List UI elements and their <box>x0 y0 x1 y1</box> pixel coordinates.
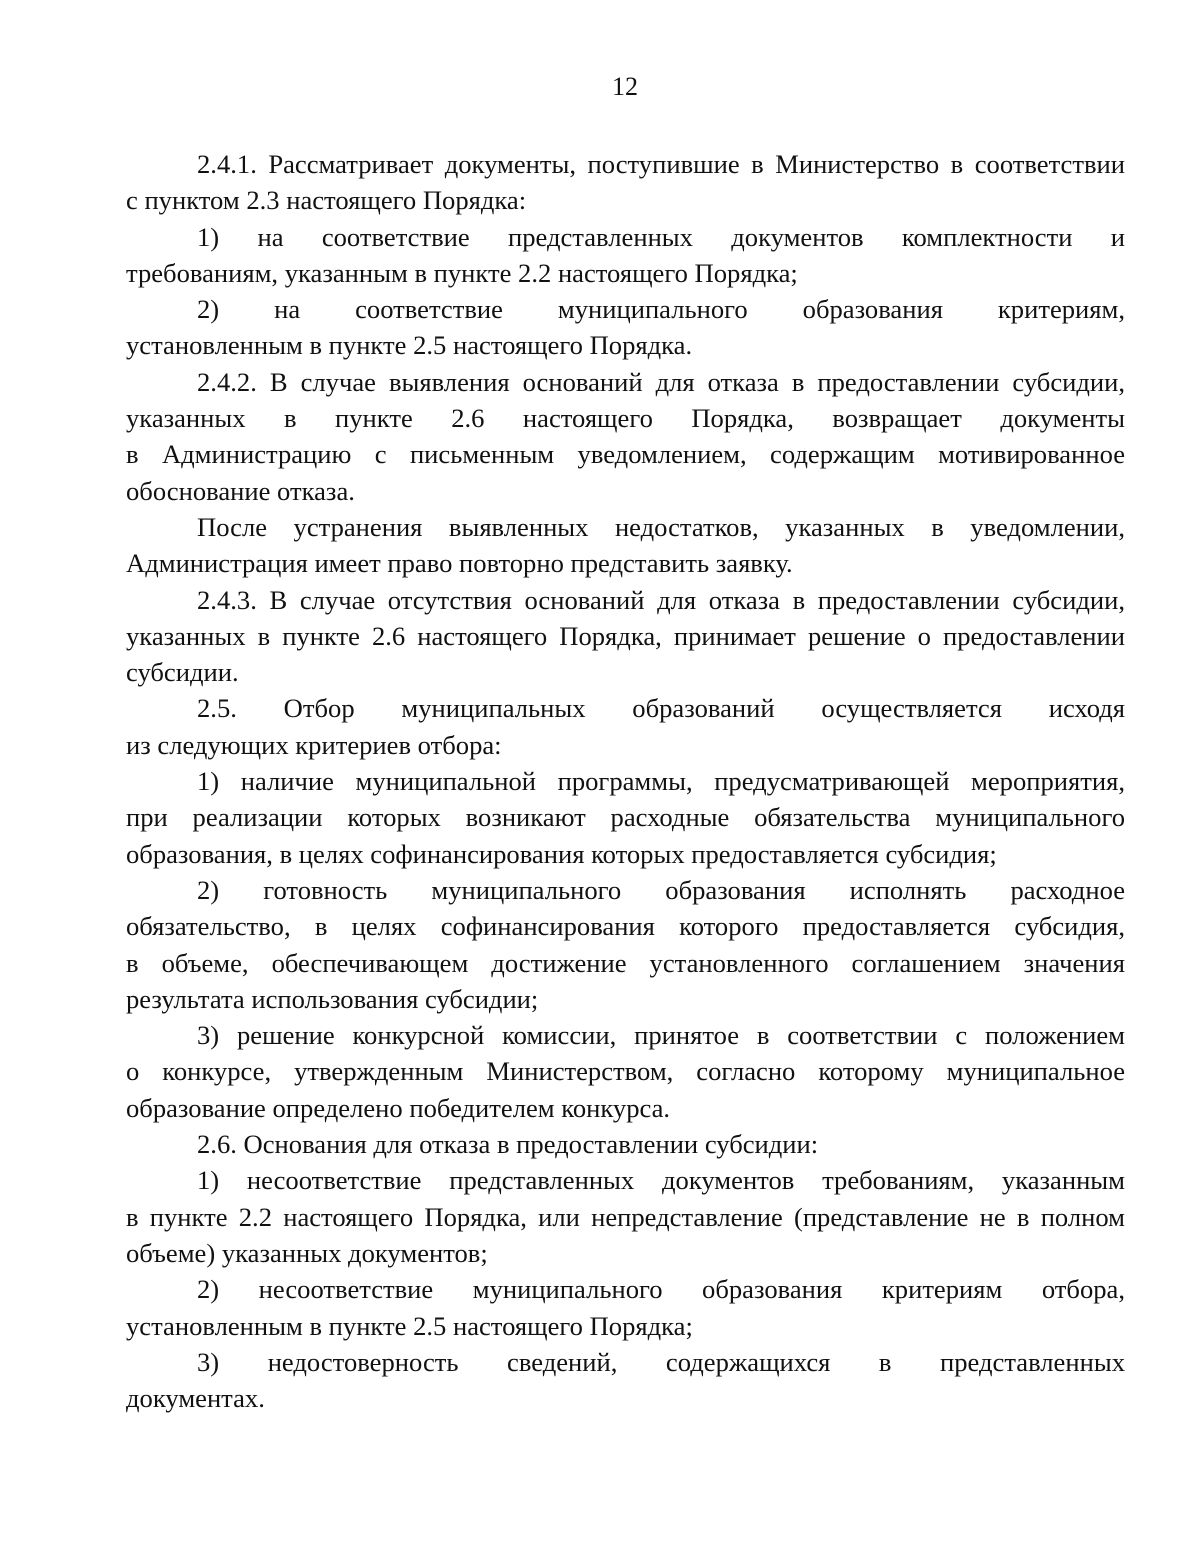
text-line: 2) несоответствие муниципального образования критериям отбора, <box>197 1274 1125 1305</box>
text-line: требованиям, указанным в пункте 2.2 настоящего Порядка; <box>126 257 798 288</box>
document-body <box>126 146 1125 1416</box>
text-line: 2.4.1. Рассматривает документы, поступившие в Министерство в соответствии <box>197 149 1125 179</box>
text-line: при реализации которых возникают расходные обязательства муниципального <box>126 802 1125 833</box>
text-line: 1) на соответствие представленных документов комплектности и <box>197 221 1125 252</box>
text-line: После устранения выявленных недостатков, указанных в уведомлении, <box>197 511 1125 542</box>
paragraph-p-2-6 <box>126 1126 1125 1162</box>
text-line: 2.4.2. В случае выявления оснований для отказа в предоставлении субсидии, <box>197 366 1125 397</box>
text-line: установленным в пункте 2.5 настоящего Порядка. <box>126 330 693 361</box>
text-line: Администрация имеет право повторно представить заявку. <box>126 548 793 579</box>
text-line: объеме) указанных документов; <box>126 1237 488 1268</box>
text-line: в Администрацию с письменным уведомлением, содержащим мотивированное <box>126 439 1125 470</box>
paragraph-p-2-5-item-1 <box>126 763 1125 872</box>
text-line: 2.4.3. В случае отсутствия оснований для отказа в предоставлении субсидии, <box>197 584 1125 615</box>
paragraph-p-2-6-item-2 <box>126 1271 1125 1344</box>
paragraph-p-after-fix <box>126 509 1125 582</box>
text-line: 3) недостоверность сведений, содержащихся в представленных <box>197 1346 1125 1377</box>
paragraph-p-2-4-3 <box>126 582 1125 691</box>
paragraph-p-2-6-item-3 <box>126 1344 1125 1417</box>
paragraph-p-2-5-item-3 <box>126 1017 1125 1126</box>
text-line: результата использования субсидии; <box>126 983 539 1014</box>
paragraph-p-2-4-2 <box>126 364 1125 509</box>
text-line: с пунктом 2.3 настоящего Порядка: <box>126 185 527 216</box>
text-line: 2) готовность муниципального образования исполнять расходное <box>197 874 1125 905</box>
text-line: образование определено победителем конкурса. <box>126 1092 671 1123</box>
text-line: 2.5. Отбор муниципальных образований осуществляется исходя <box>197 693 1125 724</box>
text-line: обязательство, в целях софинансирования которого предоставляется субсидия, <box>126 911 1125 942</box>
text-line: о конкурсе, утвержденным Министерством, согласно которому муниципальное <box>126 1056 1125 1087</box>
text-line: субсидии. <box>126 657 239 688</box>
text-line: в объеме, обеспечивающем достижение установленного соглашением значения <box>126 947 1125 978</box>
text-line: обоснование отказа. <box>126 475 355 506</box>
text-line: документах. <box>126 1383 265 1414</box>
text-line: образования, в целях софинансирования которых предоставляется субсидия; <box>126 838 997 869</box>
text-line: 1) несоответствие представленных документов требованиям, указанным <box>197 1165 1125 1196</box>
text-line: 3) решение конкурсной комиссии, принятое в соответствии с положением <box>197 1020 1125 1051</box>
paragraph-p-2-4-1-item-1 <box>126 219 1125 292</box>
text-line: указанных в пункте 2.6 настоящего Порядка, возвращает документы <box>126 403 1125 434</box>
text-line: в пункте 2.2 настоящего Порядка, или непредставление (представление не в полном <box>126 1201 1125 1232</box>
page-number: 12 <box>612 72 638 101</box>
paragraph-p-2-5-item-2 <box>126 872 1125 1017</box>
paragraph-p-2-4-1 <box>126 146 1125 219</box>
paragraph-p-2-6-item-1 <box>126 1162 1125 1271</box>
text-line: 2) на соответствие муниципального образования критериям, <box>197 294 1125 325</box>
text-line: установленным в пункте 2.5 настоящего Порядка; <box>126 1310 693 1341</box>
text-line: 2.6. Основания для отказа в предоставлении субсидии: <box>197 1129 819 1160</box>
text-line: указанных в пункте 2.6 настоящего Порядка, принимает решение о предоставлении <box>126 620 1125 651</box>
text-line: 1) наличие муниципальной программы, предусматривающей мероприятия, <box>197 766 1125 797</box>
paragraph-p-2-5 <box>126 690 1125 763</box>
paragraph-p-2-4-1-item-2 <box>126 291 1125 364</box>
text-line: из следующих критериев отбора: <box>126 729 502 760</box>
